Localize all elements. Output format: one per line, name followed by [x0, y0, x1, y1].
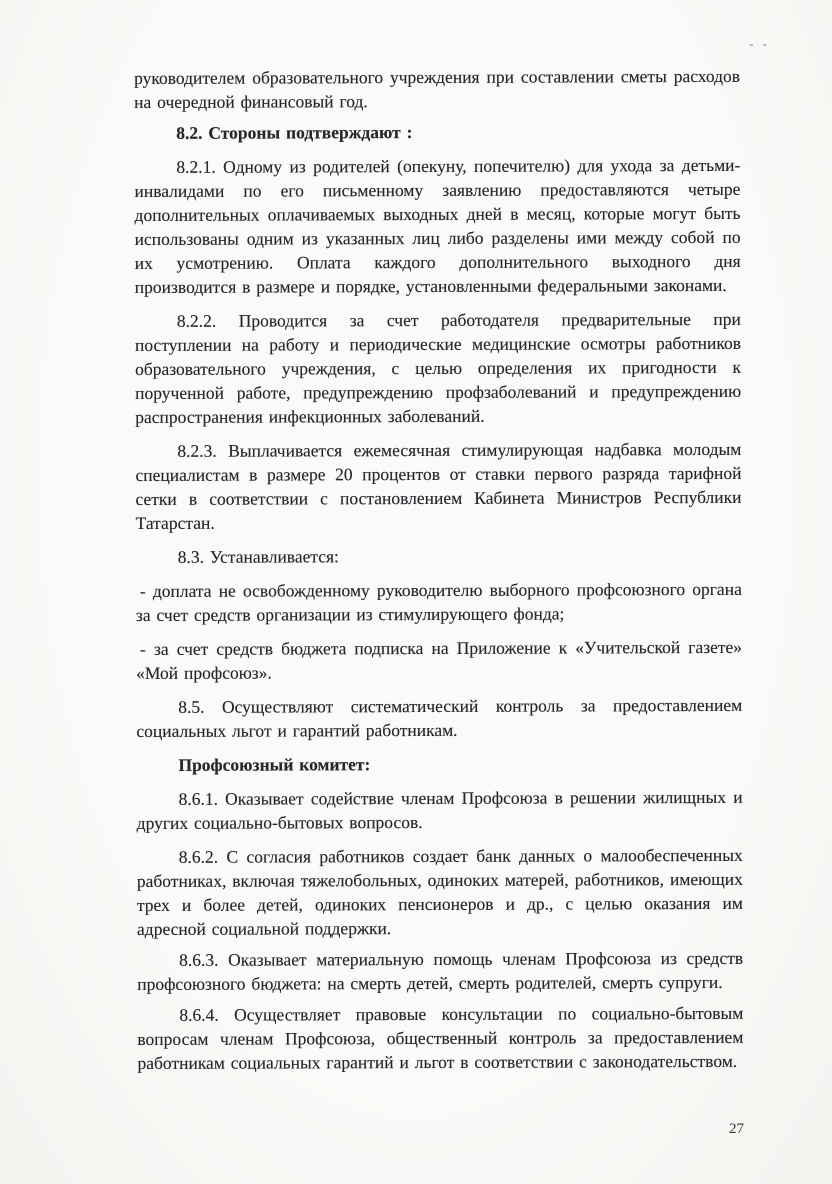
paragraph-8-2-2: 8.2.2. Проводится за счет работодателя предварительные при поступлении на работу и периодические медицинские осмотры работников образовательного учреждения, с целью определения их пригодности к порученной работе, предупреждению профзаболеваний и предупреждению распространения инфекционных заболеваний. [134, 308, 742, 427]
page-number: 27 [729, 1121, 744, 1137]
section-heading-8-2: 8.2. Стороны подтверждают : [176, 122, 413, 143]
paragraph-continuation: руководителем образовательного учреждения при составлении сметы расходов на очередной финансовый год. [134, 65, 741, 112]
scan-artifact: - - [749, 36, 770, 51]
paragraph-8-5: 8.5. Осуществляют систематический контроль за предоставлением социальных льгот и гарантий работникам. [136, 694, 743, 741]
paragraph-list-item-2: - за счет средств бюджета подписка на Приложение к «Учительской газете» «Мой профсоюз». [136, 636, 743, 683]
paragraph-8-6-3: 8.6.3. Оказывает материальную помощь членам Профсоюза из средств профсоюзного бюджета: на смерть детей, смерть родителей, смерть супруги. [137, 947, 744, 994]
paragraph-8-6-4: 8.6.4. Осуществляет правовые консультации по социально-бытовым вопросам членам Профсоюза, общественный контроль за предоставлением работникам социальных гарантий и льгот в соответствии с законодательством. [137, 1002, 744, 1073]
paragraph-list-item-1: - доплата не освобожденному руководителю выборного профсоюзного органа за счет средств организации из стимулирующего фонда; [135, 578, 742, 625]
paragraph-8-2-1: 8.2.1. Одному из родителей (опекуну, попечителю) для ухода за детьми- инвалидами по его письменному заявлению предоставляются четыре дополнительных оплачиваемых выходных дней в месяц, которые могут быть использованы одним из указанных лиц либо разделены ими между собой по их усмотрению. Оплата каждого дополнительного выходного дня производится в размере и порядке, установленными федеральными законами. [134, 154, 741, 297]
document-body [134, 64, 744, 1082]
paragraph-8-2-3: 8.2.3. Выплачивается ежемесячная стимулирующая надбавка молодым специалистам в размере 20 процентов от ставки первого разряда тарифной сетки в соответствии с постановлением Кабинета Министров Республики Татарстан. [135, 438, 742, 533]
section-heading-profkom: Профсоюзный комитет: [178, 754, 371, 775]
paragraph-8-3: 8.3. Устанавливается: [177, 546, 339, 567]
paragraph-8-6-1: 8.6.1. Оказывает содействие членам Профсоюза в решении жилищных и других социально-бытовых вопросов. [136, 786, 743, 833]
paragraph-8-6-2: 8.6.2. С согласия работников создает банк данных о малообеспеченных работниках, включая тяжелобольных, одиноких матерей, работников, имеющих трех и более детей, одиноких пенсионеров и др., с целью оказания им адресной социальной поддержки. [136, 844, 743, 939]
